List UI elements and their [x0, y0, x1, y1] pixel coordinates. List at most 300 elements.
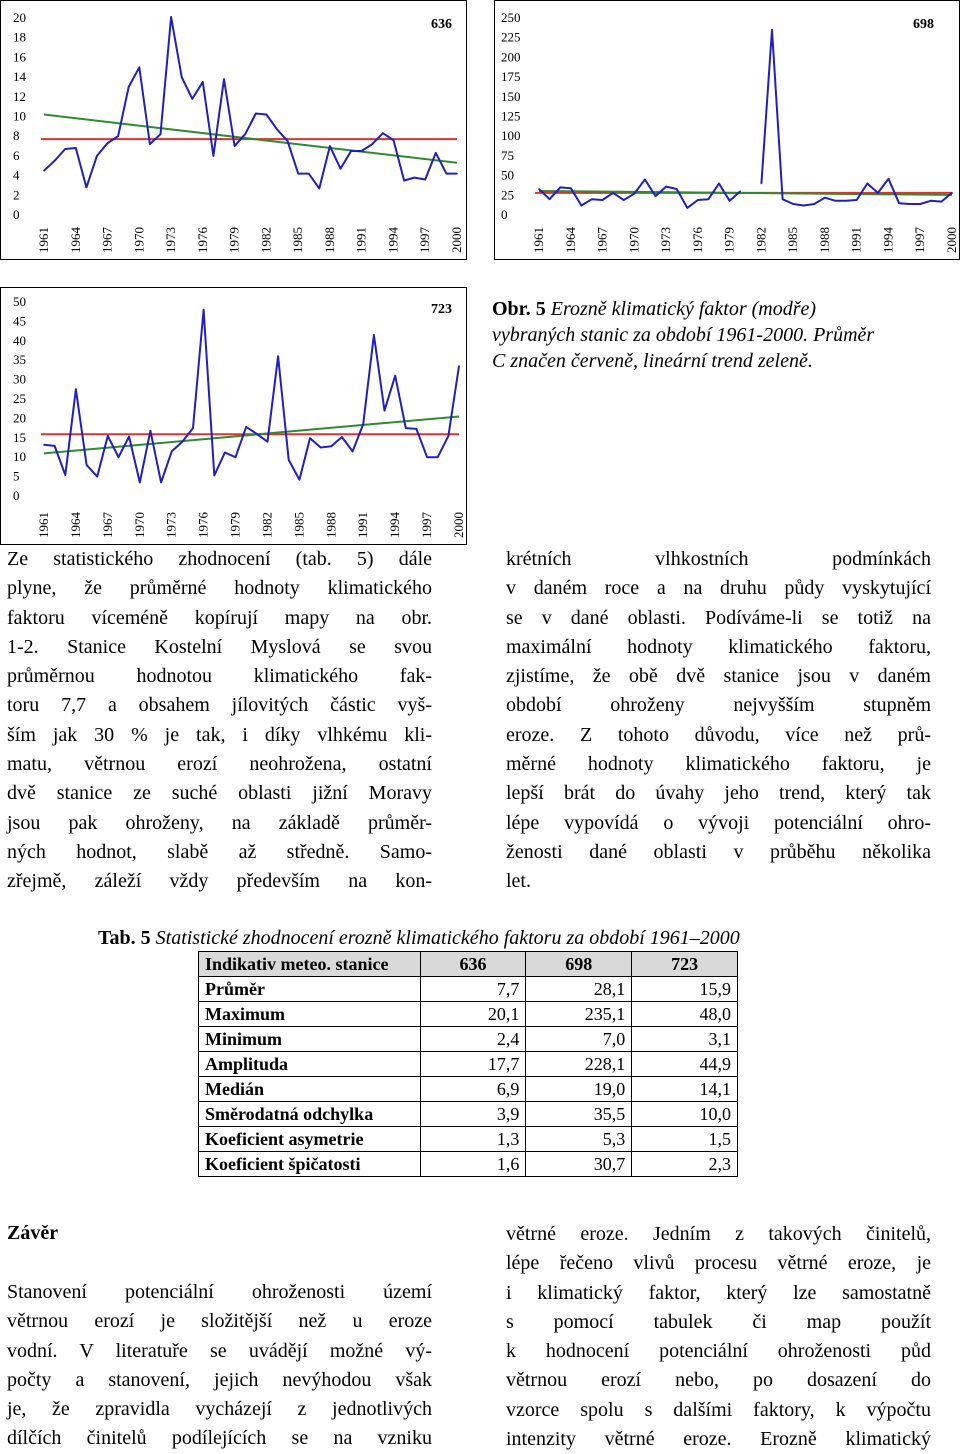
text-line: v daném roce a na druhu půdy vyskytující [506, 577, 931, 600]
body-paragraph-left [7, 545, 432, 897]
table-cell: 2,4 [420, 1027, 526, 1052]
x-tick-label: 1994 [387, 512, 403, 538]
data-point [256, 433, 258, 435]
data-point [426, 456, 428, 458]
table-cell: 15,9 [632, 977, 738, 1002]
x-tick-label: 1985 [290, 227, 306, 253]
data-point [86, 187, 88, 189]
x-tick-label: 1961 [36, 227, 51, 253]
data-point [340, 168, 342, 170]
data-point [394, 375, 396, 377]
table-cell: 48,0 [632, 1002, 738, 1027]
text-line: ženosti dané oblasti v průběhu několika [506, 840, 931, 863]
text-line: lépe vypovídá o vývoji potenciální ohro- [506, 811, 931, 834]
table-cell: 235,1 [526, 1002, 632, 1027]
data-point [782, 198, 784, 200]
data-point [96, 476, 98, 478]
data-point [299, 479, 301, 481]
x-tick-label: 1994 [385, 227, 401, 253]
data-point [309, 437, 311, 439]
y-tick-label: 2 [13, 187, 20, 203]
text-line: lépe řečeno vlivů procesu větrné eroze, je [506, 1252, 931, 1275]
figure-caption-line: C značen červeně, lineární trend zeleně. [492, 350, 813, 372]
data-point [549, 198, 551, 200]
text-line: lepší brát do úvahy jeho trend, který tak [506, 782, 931, 805]
data-point [729, 200, 731, 202]
data-point [117, 135, 119, 137]
x-tick-label: 1991 [848, 227, 864, 253]
y-tick-label: 75 [501, 147, 514, 163]
x-tick-label: 1985 [291, 512, 307, 538]
chart-636-plot [1, 1, 468, 261]
table-cell: 17,7 [420, 1052, 526, 1077]
table-header-row [199, 952, 738, 977]
x-tick-label: 1982 [258, 227, 274, 253]
data-point [288, 459, 290, 461]
table-cell: 3,1 [632, 1027, 738, 1052]
data-point [458, 365, 460, 367]
x-tick-label: 1979 [227, 512, 243, 538]
chart-station-636 [0, 0, 467, 260]
data-point [708, 198, 710, 200]
data-point [107, 142, 109, 144]
data-point [118, 456, 120, 458]
data-point [424, 179, 426, 181]
data-point [835, 200, 837, 202]
data-point [909, 203, 911, 205]
table-cell: 44,9 [632, 1052, 738, 1077]
text-line: eroze. Z tohoto důvodu, více než prů- [506, 723, 931, 746]
x-tick-label: 1976 [194, 227, 210, 253]
table-row-label: Minimum [199, 1027, 421, 1052]
x-tick-label: 1964 [67, 512, 83, 538]
table-cell: 228,1 [526, 1052, 632, 1077]
data-point [297, 173, 299, 175]
chart-723-plot [1, 288, 468, 546]
data-point [235, 456, 237, 458]
data-point [739, 191, 741, 193]
data-point [877, 192, 879, 194]
text-line: jsou pak ohroženy, na základě průměr- [7, 811, 432, 834]
station-label-636: 636 [431, 17, 452, 32]
data-point [255, 113, 257, 115]
data-point [941, 201, 943, 203]
data-point [350, 150, 352, 152]
series-line [44, 17, 457, 188]
data-point [373, 334, 375, 336]
data-point [266, 114, 268, 116]
data-point [341, 436, 343, 438]
data-point [203, 309, 205, 311]
y-tick-label: 50 [501, 167, 514, 183]
chart-station-723 [0, 287, 467, 545]
data-point [446, 173, 448, 175]
x-tick-label: 1979 [226, 227, 242, 253]
data-point [160, 482, 162, 484]
y-tick-label: 5 [13, 468, 20, 484]
conclusion-title: Závěr [7, 1222, 59, 1244]
data-point [371, 143, 373, 145]
y-tick-label: 250 [501, 10, 521, 25]
data-point [202, 81, 204, 83]
x-tick-label: 1973 [658, 227, 674, 253]
x-tick-label: 1967 [594, 227, 610, 253]
table-row [199, 1002, 738, 1027]
y-tick-label: 20 [13, 410, 26, 426]
data-point [456, 173, 458, 175]
data-point [405, 427, 407, 429]
data-point [150, 430, 152, 432]
data-point [591, 198, 593, 200]
x-tick-label: 1973 [163, 227, 179, 253]
x-tick-label: 2000 [451, 512, 466, 538]
series-line [761, 30, 952, 206]
table-cell: 14,1 [632, 1077, 738, 1102]
chart-698-plot [495, 1, 960, 261]
table-cell: 28,1 [526, 977, 632, 1002]
table-header-station: 636 [420, 952, 526, 977]
table-caption [98, 925, 740, 951]
text-line: Ze statistického zhodnocení (tab. 5) dále [7, 548, 432, 570]
text-line: maximální hodnoty klimatického faktoru, [506, 635, 931, 658]
data-point [416, 428, 418, 430]
data-point [287, 140, 289, 142]
text-line: matu, větrnou erozí neohrožena, ostatní [7, 753, 432, 776]
data-point [244, 133, 246, 135]
data-point [718, 183, 720, 185]
data-point [686, 207, 688, 209]
x-tick-label: 1982 [259, 512, 275, 538]
y-tick-label: 40 [13, 332, 26, 348]
data-point [277, 356, 279, 358]
data-point [223, 78, 225, 80]
text-line: větrné eroze. Jedním z takových činitelů, [506, 1223, 931, 1245]
data-point [96, 155, 98, 157]
text-line: se v dané oblasti. Podíváme-li se totiž na [506, 606, 931, 629]
x-tick-label: 1961 [531, 227, 546, 253]
x-tick-label: 1964 [562, 227, 578, 253]
y-tick-label: 4 [13, 167, 20, 183]
table-cell: 3,9 [420, 1102, 526, 1127]
x-tick-label: 1970 [131, 512, 147, 538]
table-header-label: Indikativ meteo. stanice [199, 952, 421, 977]
x-tick-label: 1997 [417, 227, 433, 253]
data-point [139, 482, 141, 484]
text-line: zřejmě, záleží vždy především na kon- [7, 870, 432, 893]
text-line: počty a stanovení, jejich nevýhodou však [7, 1368, 432, 1391]
table-row [199, 1077, 738, 1102]
table-cell: 2,3 [632, 1152, 738, 1177]
data-point [329, 145, 331, 147]
figure-caption [492, 296, 952, 374]
data-point [64, 148, 66, 150]
y-tick-label: 6 [13, 147, 20, 163]
x-tick-label: 2000 [449, 227, 464, 253]
data-point [856, 199, 858, 201]
table-caption-label: Tab. 5 [98, 927, 151, 949]
table-cell: 19,0 [526, 1077, 632, 1102]
y-tick-label: 225 [501, 29, 521, 45]
text-line: větrnou erozí je složitější než u eroze [7, 1310, 432, 1333]
table-cell: 1,3 [420, 1127, 526, 1152]
data-point [866, 183, 868, 185]
x-tick-label: 1988 [816, 227, 832, 253]
table-header-station: 723 [632, 952, 738, 977]
table-row [199, 1102, 738, 1127]
table-row [199, 1152, 738, 1177]
x-tick-label: 1967 [99, 512, 115, 538]
data-point [623, 199, 625, 201]
data-point [448, 435, 450, 437]
data-point [43, 170, 45, 172]
data-point [149, 143, 151, 145]
data-point [888, 178, 890, 180]
table-cell: 35,5 [526, 1102, 632, 1127]
x-tick-label: 1967 [99, 227, 115, 253]
data-point [75, 389, 77, 391]
data-point [792, 203, 794, 205]
data-point [75, 147, 77, 149]
figure-caption-label: Obr. 5 [492, 298, 546, 320]
x-tick-label: 1994 [880, 227, 896, 253]
data-point [581, 205, 583, 207]
data-point [352, 451, 354, 453]
data-point [54, 445, 56, 447]
x-tick-label: 1982 [753, 227, 769, 253]
data-point [182, 441, 184, 443]
text-line: s pomocí tabulek či map použít [506, 1310, 931, 1333]
text-line: vodní. V literatuře se uvádějí možné vý- [7, 1339, 432, 1362]
data-point [319, 188, 321, 190]
data-point [612, 192, 614, 194]
text-line: let. [506, 870, 531, 893]
y-tick-label: 12 [13, 88, 26, 104]
station-label-723: 723 [431, 302, 452, 317]
x-tick-label: 1976 [689, 227, 705, 253]
y-tick-label: 16 [13, 49, 26, 65]
x-tick-label: 1970 [626, 227, 642, 253]
x-tick-label: 2000 [944, 227, 959, 253]
text-line: 1-2. Stanice Kostelní Myslová se svou [7, 635, 432, 658]
data-point [128, 436, 130, 438]
text-line: období ohroženy nejvyšším stupněm [506, 694, 931, 717]
text-line: průměrnou hodnotou klimatického fak- [7, 665, 432, 688]
y-tick-label: 100 [501, 128, 521, 144]
text-line: Stanovení potenciální ohroženosti území [7, 1281, 432, 1303]
table-row-label: Medián [199, 1077, 421, 1102]
table-cell: 10,0 [632, 1102, 738, 1127]
text-line: dílčích činitelů podílejících se na vzniku [7, 1427, 432, 1450]
y-tick-label: 10 [13, 108, 26, 124]
data-point [107, 435, 109, 437]
text-line: toru 7,7 a obsahem jílovitých částic vyš- [7, 694, 432, 717]
data-point [54, 160, 56, 162]
table-cell: 7,7 [420, 977, 526, 1002]
data-point [192, 427, 194, 429]
series-line [44, 310, 459, 483]
x-tick-label: 1985 [785, 227, 801, 253]
data-point [160, 133, 162, 135]
x-tick-label: 1976 [195, 512, 211, 538]
text-line: k hodnocení potenciální ohroženosti půd [506, 1340, 931, 1363]
y-tick-label: 175 [501, 69, 521, 85]
data-point [320, 447, 322, 449]
data-point [898, 202, 900, 204]
data-point [803, 205, 805, 207]
table-row-label: Amplituda [199, 1052, 421, 1077]
body-paragraph-right [506, 545, 931, 897]
data-point [213, 155, 215, 157]
data-point [824, 197, 826, 199]
figure-caption-line: Erozně klimatický faktor (modře) [550, 298, 817, 320]
table-row-label: Průměr [199, 977, 421, 1002]
data-point [276, 129, 278, 131]
data-point [676, 188, 678, 190]
x-tick-label: 1988 [321, 227, 337, 253]
data-point [382, 132, 384, 134]
statistics-table [198, 951, 738, 1177]
x-tick-label: 1991 [355, 512, 371, 538]
table-cell: 6,9 [420, 1077, 526, 1102]
y-tick-label: 14 [13, 69, 26, 85]
table-row-label: Koeficient špičatosti [199, 1152, 421, 1177]
data-point [171, 451, 173, 453]
table-caption-text: Statistické zhodnocení erozně klimatického faktoru za období 1961–2000 [155, 927, 740, 949]
text-line: ším jak 30 % je tak, i díky vlhkému kli- [7, 723, 432, 746]
data-point [919, 203, 921, 205]
data-point [602, 199, 604, 201]
data-point [761, 183, 763, 185]
conclusion-paragraph-left [7, 1278, 432, 1454]
x-tick-label: 1964 [67, 227, 83, 253]
text-line: větrnou erozí nebo, po dosazení do [506, 1369, 931, 1392]
data-point [435, 152, 437, 154]
table-row [199, 1052, 738, 1077]
data-point [362, 423, 364, 425]
data-point [414, 177, 416, 179]
data-point [234, 145, 236, 147]
table-row-label: Směrodatná odchylka [199, 1102, 421, 1127]
table-row-label: Maximum [199, 1002, 421, 1027]
data-point [308, 173, 310, 175]
data-point [361, 150, 363, 152]
x-tick-label: 1991 [353, 227, 369, 253]
y-tick-label: 20 [13, 10, 26, 25]
data-point [697, 199, 699, 201]
data-point [139, 66, 141, 68]
text-line: zjistíme, že obě dvě stanice jsou v daném [506, 665, 931, 688]
y-tick-label: 15 [13, 429, 26, 445]
data-point [559, 187, 561, 189]
data-point [538, 188, 540, 190]
table-cell: 1,5 [632, 1127, 738, 1152]
y-tick-label: 45 [13, 313, 26, 329]
table-header-station: 698 [526, 952, 632, 977]
table-row [199, 977, 738, 1002]
y-tick-label: 25 [501, 187, 514, 203]
text-line: plyne, že průměrné hodnoty klimatického [7, 577, 432, 600]
y-tick-label: 10 [13, 449, 26, 465]
table-cell: 30,7 [526, 1152, 632, 1177]
text-line: krétních vlhkostních podmínkách [506, 548, 931, 570]
text-line: měrné hodnoty klimatického faktoru, je [506, 753, 931, 776]
x-tick-label: 1997 [912, 227, 928, 253]
data-point [128, 86, 130, 88]
data-point [437, 456, 439, 458]
y-tick-label: 18 [13, 29, 26, 45]
y-tick-label: 0 [13, 207, 20, 222]
data-point [634, 193, 636, 195]
data-point [170, 16, 172, 18]
x-tick-label: 1988 [323, 512, 339, 538]
x-tick-label: 1970 [131, 227, 147, 253]
figure-caption-line: vybraných stanic za období 1961-2000. Průměr [492, 324, 875, 346]
y-tick-label: 125 [501, 108, 521, 124]
y-tick-label: 0 [13, 488, 20, 503]
data-point [384, 410, 386, 412]
data-point [267, 441, 269, 443]
data-point [245, 426, 247, 428]
data-point [570, 187, 572, 189]
y-tick-label: 50 [13, 294, 26, 309]
table-cell: 7,0 [526, 1027, 632, 1052]
data-point [951, 192, 953, 194]
chart-station-698 [494, 0, 960, 260]
table-row-label: Koeficient asymetrie [199, 1127, 421, 1152]
data-point [224, 452, 226, 454]
y-tick-label: 30 [13, 371, 26, 387]
y-tick-label: 35 [13, 352, 26, 368]
data-point [814, 203, 816, 205]
table-cell: 5,3 [526, 1127, 632, 1152]
data-point [644, 179, 646, 181]
text-line: faktoru víceméně kopírují mapy na obr. [7, 606, 432, 629]
data-point [331, 446, 333, 448]
table-row [199, 1027, 738, 1052]
table-cell: 20,1 [420, 1002, 526, 1027]
data-point [213, 475, 215, 477]
text-line: i klimatický faktor, který lze samostatně [506, 1281, 931, 1304]
text-line: vzorce spolu s dalšími faktory, k výpočtu [506, 1398, 931, 1421]
data-point [64, 474, 66, 476]
y-tick-label: 0 [501, 207, 508, 222]
text-line: dvě stanice ze suché oblasti jižní Moravy [7, 782, 432, 805]
text-line: je, že zpravidla vycházejí z jednotlivých [7, 1398, 432, 1421]
data-point [43, 444, 45, 446]
data-point [930, 200, 932, 202]
station-label-698: 698 [913, 17, 934, 32]
data-point [181, 76, 183, 78]
y-tick-label: 25 [13, 391, 26, 406]
y-tick-label: 8 [13, 128, 20, 144]
conclusion-paragraph-right [506, 1220, 931, 1454]
data-point [393, 139, 395, 141]
data-point [86, 464, 88, 466]
x-tick-label: 1979 [721, 227, 737, 253]
table-cell: 1,6 [420, 1152, 526, 1177]
data-point [665, 186, 667, 188]
data-point [191, 98, 193, 100]
y-tick-label: 200 [501, 49, 521, 65]
data-point [771, 29, 773, 31]
x-tick-label: 1997 [419, 512, 435, 538]
data-point [403, 180, 405, 182]
x-tick-label: 1961 [36, 512, 51, 538]
table-row [199, 1127, 738, 1152]
data-point [845, 200, 847, 202]
data-point [655, 195, 657, 197]
y-tick-label: 150 [501, 88, 521, 104]
